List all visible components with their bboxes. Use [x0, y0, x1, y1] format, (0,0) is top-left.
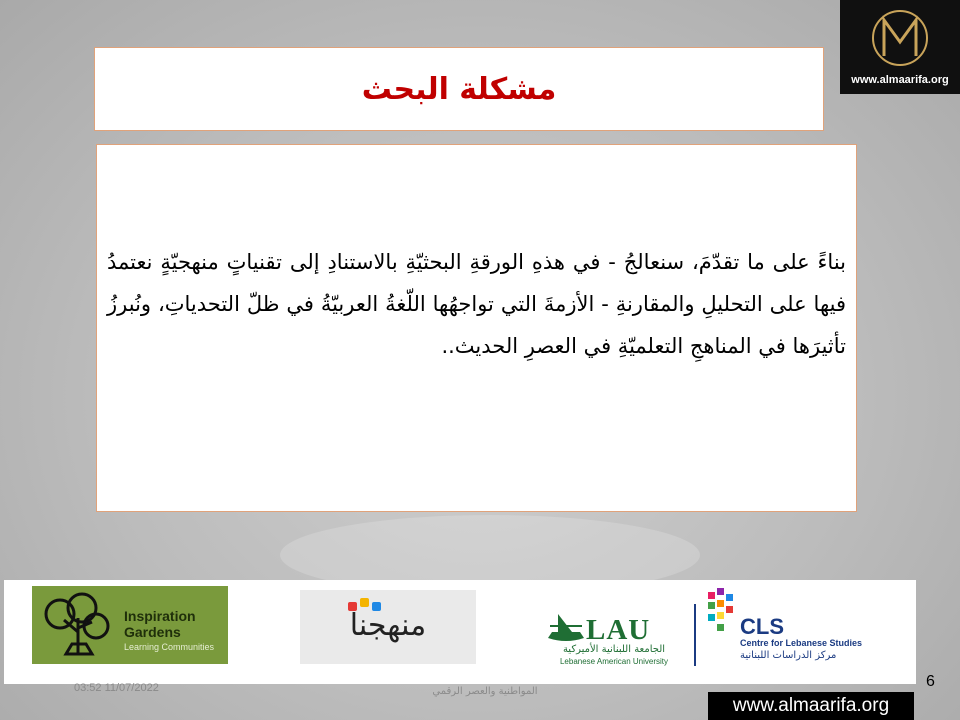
cls-square-icon: [708, 592, 715, 599]
cls-square-icon: [717, 588, 724, 595]
cls-square-icon: [726, 594, 733, 601]
cls-square-icon: [717, 624, 724, 631]
inspiration-gardens-logo: [32, 586, 228, 664]
cls-square-icon: [726, 606, 733, 613]
cls-wordmark: CLS: [740, 614, 784, 639]
lau-wordmark: LAU: [586, 614, 651, 646]
website-url-badge: www.almaarifa.org: [708, 692, 914, 720]
footer-date: 03:52 11/07/2022: [74, 682, 159, 694]
lau-arabic-name: الجامعة اللبنانية الأميركية: [562, 644, 666, 655]
corner-logo-url: www.almaarifa.org: [851, 74, 949, 86]
footer-center-text: المواطنية والعصر الرقمي: [432, 686, 538, 697]
almaarifa-corner-logo: [840, 0, 960, 94]
cls-square-icon: [717, 612, 724, 619]
page-number: 6: [926, 673, 935, 690]
tree-icon: [38, 592, 118, 658]
slide-title: مشكلة البحث: [361, 71, 557, 107]
cls-logo: [704, 588, 909, 670]
slide-body-text: بناءً على ما تقدّمَ، سنعالجُ - في هذهِ الورقةِ البحثيّةِ بالاستنادِ إلى تقنياتٍ منهجيّةٍ نعتمدُ فيها على التحليلِ والمقارنةِ - الأزمةَ التي تواجهُها اللّغةُ العربيّةُ في ظلّ التحدياتِ، ونُبرزُ تأثيرَها في المناهجِ التعلميّةِ في العصرِ الحديث..: [107, 250, 846, 358]
cls-arabic-name: مركز الدراسات اللبنانية: [740, 650, 837, 661]
inspiration-tagline: Learning Communities: [124, 642, 215, 652]
cls-square-icon: [708, 602, 715, 609]
almaarifa-monogram-icon: [870, 6, 930, 72]
logo-divider: [694, 604, 696, 666]
partner-logos-strip: [4, 580, 916, 684]
manahij-wordmark: منهجنا: [349, 608, 427, 643]
title-box: [94, 47, 824, 131]
cls-square-icon: [708, 614, 715, 621]
lau-ship-icon: [546, 610, 586, 644]
lau-english-name: Lebanese American University: [559, 657, 669, 666]
manahij-dot-yellow: [360, 598, 369, 607]
cls-english-name: Centre for Lebanese Studies: [740, 638, 863, 648]
manahij-logo: [300, 590, 476, 664]
content-box: [96, 144, 857, 512]
inspiration-name-line2: Gardens: [124, 624, 181, 640]
cls-square-icon: [717, 600, 724, 607]
inspiration-name: [124, 608, 196, 640]
lau-logo: [542, 594, 682, 670]
inspiration-name-line1: Inspiration: [124, 608, 196, 624]
